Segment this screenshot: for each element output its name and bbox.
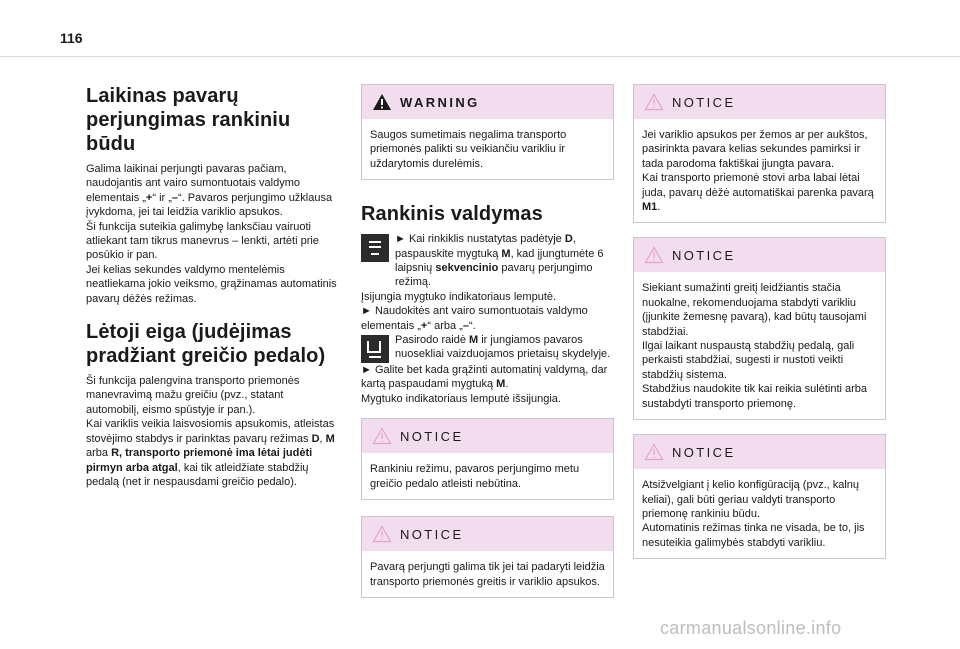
notice-triangle-icon: [644, 246, 664, 264]
notice-box: [633, 434, 886, 559]
section-title-creep: Lėtoji eiga (judėjimas pradžiant greičio pedalo): [86, 321, 326, 368]
column-left: [86, 84, 339, 489]
notice-text: Kai transporto priemonė stovi arba labai lėtai juda, pavarų dėžė automatiškai parenka pavarą M1.: [642, 172, 874, 214]
step-row: [361, 232, 614, 290]
notice-header: [634, 238, 885, 272]
notice-triangle-icon: [372, 427, 392, 445]
gearbox-mode-icon: [361, 234, 389, 262]
column-right: [633, 84, 886, 559]
paragraph: Ši funkcija suteikia galimybę lanksčiau vairuoti atliekant tam tikrus manevrus – lenkti, artėti prie posūkio ir pan.: [86, 220, 319, 262]
section-title-manual-control: Rankinis valdymas: [361, 203, 543, 226]
notice-title: NOTICE: [672, 444, 736, 460]
notice-box: [361, 516, 614, 598]
notice-header: [634, 435, 885, 469]
notice-text: Atsižvelgiant į kelio konfigūraciją (pvz., kalnų keliai), gali būti geriau valdyti transporto priemonę rankiniu būdu.: [642, 479, 860, 520]
notice-header: [634, 85, 885, 119]
notice-title: NOTICE: [672, 94, 736, 110]
notice-triangle-icon: [644, 93, 664, 111]
notice-title: NOTICE: [400, 526, 464, 542]
column-middle: [361, 84, 614, 598]
step-note: Įsijungia mygtuko indikatoriaus lemputė.: [361, 290, 557, 303]
paragraph: Ši funkcija palengvina transporto priemonės manevravimą mažu greičiu (pvz., statant automobilį, eismo spūstyje ir pan.).: [86, 375, 300, 416]
step-row: [361, 333, 614, 363]
notice-title: NOTICE: [672, 247, 736, 263]
step-text: Pasirodo raidė M ir jungiamos pavaros nuosekliai vaizduojamos prietaisų skydelyje.: [395, 334, 611, 361]
notice-text: Siekiant sumažinti greitį leidžiantis stačia nuokalne, rekomenduojama stabdyti varikliu (įjunkite žemesnę pavarą), kad būtų tausojami stabdžiai.: [642, 282, 867, 338]
notice-header: [362, 517, 613, 551]
paragraph: Jei kelias sekundes valdymo mentelėmis neatliekama jokio veiksmo, grąžinamas automatinis pavarų dėžės režimas.: [86, 263, 337, 305]
paragraph: Galima laikinai perjungti pavaras pačiam, naudojantis ant vairo sumontuotais valdymo elementais „+“ ir „–“. Pavaros perjungimo užklausa įvykdoma, jei tai leidžia variklio apsukos.: [86, 163, 333, 219]
notice-box: [633, 237, 886, 420]
step-note: Mygtuko indikatoriaus lemputė išsijungia.: [361, 392, 561, 405]
step-text: ► Naudokitės ant vairo sumontuotais valdymo elementais „+“ arba „–“.: [361, 305, 588, 332]
notice-triangle-icon: [644, 443, 664, 461]
warning-triangle-icon: [372, 93, 392, 111]
warning-header: [362, 85, 613, 119]
watermark: carmanualsonline.info: [660, 618, 842, 638]
notice-text: Pavarą perjungti galima tik jei tai padaryti leidžia transporto priemonės greitis ir variklio apsukos.: [370, 561, 605, 588]
step-text: ► Galite bet kada grąžinti automatinį valdymą, dar kartą paspaudami mygtuką M.: [361, 364, 608, 391]
paragraph: Kai variklis veikia laisvosiomis apsukomis, atleistas stovėjimo stabdys ir parinktas pavarų režimas D, M arba R, transporto priemonė ima lėtai judėti pirmyn arba atgal, kai tik atleidžiate stabdžių pedalą (net ir nespausdami greičio pedalo).: [86, 418, 335, 488]
notice-box: [633, 84, 886, 223]
section-title-manual-temporary: Laikinas pavarų perjungimas rankiniu būdu: [86, 85, 291, 155]
warning-title: WARNING: [400, 94, 480, 110]
warning-box: [361, 84, 614, 180]
notice-text: Rankiniu režimu, pavaros perjungimo metu greičio pedalo atleisti nebūtina.: [370, 463, 580, 490]
notice-text: Automatinis režimas tinka ne visada, be to, jis nesuteikia galimybės stabdyti varikliu.: [642, 522, 865, 549]
notice-triangle-icon: [372, 525, 392, 543]
notice-text: Ilgai laikant nuspaustą stabdžių pedalą, gali perkaisti stabdžiai, sugesti ir nustoti veikti stabdžių sistema.: [642, 340, 855, 381]
warning-text: Saugos sumetimais negalima transporto priemonės palikti su veikiančiu varikliu ir uždarytomis durelėmis.: [370, 129, 567, 170]
page-number: 116: [60, 30, 83, 46]
notice-title: NOTICE: [400, 428, 464, 444]
manual-mode-icon: [361, 335, 389, 363]
step-text: ► Kai rinkiklis nustatytas padėtyje D, paspauskite mygtuką M, kad įjungtumėte 6 laipsnių sekvencinio pavarų perjungimo režimą.: [395, 233, 604, 289]
notice-text: Stabdžius naudokite tik kai reikia sulėtinti arba sustabdyti transporto priemonę.: [642, 383, 868, 410]
notice-text: Jei variklio apsukos per žemos ar per aukštos, pasirinkta pavara kelias sekundes pamirksi ir tada parodoma faktiškai įjungta pavara.: [642, 129, 868, 170]
notice-box: [361, 418, 614, 500]
notice-header: [362, 419, 613, 453]
top-divider: [0, 56, 960, 57]
